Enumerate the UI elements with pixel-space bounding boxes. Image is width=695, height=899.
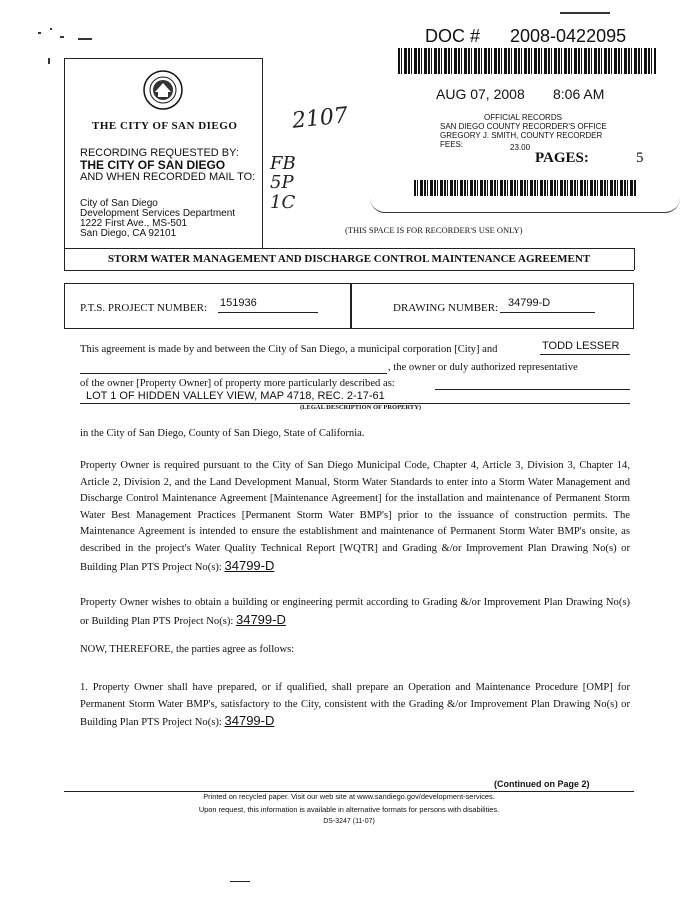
handwritten-code-1: FB bbox=[270, 153, 296, 174]
now-therefore: NOW, THEREFORE, the parties agree as follows: bbox=[80, 644, 295, 655]
left-box-top bbox=[64, 58, 262, 59]
pts-label: P.T.S. PROJECT NUMBER: bbox=[80, 302, 208, 314]
address-line-4: San Diego, CA 92101 bbox=[80, 228, 177, 239]
pages-label: PAGES: bbox=[535, 150, 589, 166]
drawing-label: DRAWING NUMBER: bbox=[393, 302, 499, 314]
agreement-line-1: This agreement is made by and between the City of San Diego, a municipal corporation [City] and bbox=[80, 344, 498, 355]
pts-value: 151936 bbox=[220, 297, 257, 309]
recorder-office: SAN DIEGO COUNTY RECORDER'S OFFICE bbox=[440, 122, 607, 131]
scan-specks bbox=[38, 28, 98, 68]
address-line-3: 1222 First Ave., MS-501 bbox=[80, 218, 188, 229]
pages-value: 5 bbox=[636, 150, 644, 166]
doc-number-value: 2008-0422095 bbox=[510, 26, 627, 46]
recorder-space-arc bbox=[370, 198, 680, 213]
requested-by: RECORDING REQUESTED BY: bbox=[80, 147, 239, 159]
scan-mark-bottom bbox=[230, 881, 250, 882]
county-recorder: GREGORY J. SMITH, COUNTY RECORDER bbox=[440, 131, 603, 140]
recorder-use-note: (THIS SPACE IS FOR RECORDER'S USE ONLY) bbox=[345, 225, 523, 235]
recording-time: 8:06 AM bbox=[553, 86, 605, 102]
recorder-barcode bbox=[414, 180, 636, 196]
left-box-left bbox=[64, 58, 65, 248]
continued-note: (Continued on Page 2) bbox=[494, 779, 590, 789]
legal-description: LOT 1 OF HIDDEN VALLEY VIEW, MAP 4718, REC. 2-17-61 bbox=[86, 390, 385, 402]
left-box-right bbox=[262, 58, 263, 248]
paragraph-2 bbox=[80, 595, 630, 630]
scan-mark-top bbox=[560, 12, 610, 14]
address-line-1: City of San Diego bbox=[80, 198, 158, 209]
paragraph-1 bbox=[80, 458, 630, 576]
requester: THE CITY OF SAN DIEGO bbox=[80, 158, 226, 172]
agreement-line-2: , the owner or duly authorized representative bbox=[388, 362, 578, 373]
title-box-bottom bbox=[64, 270, 634, 271]
paragraph-1-text: Property Owner is required pursuant to the City of San Diego Municipal Code, Chapter 4, Article 3, Division 3, Chapter 14, Article 2, Division 2, and the Land Development Manual, Storm Water Standards to enter into a Storm Water Management and Discharge Control Maintenance Agreement [Maintenance Agreement] for the installation and maintenance of Permanent Storm Water Best Management Practices [Permanent Storm Water BMP's] prior to the issuance of construction permits. The Maintenance Agreement is intended to ensure the establishment and maintenance of Permanent Storm Water BMP's onsite, as described in the project's Water Quality Technical Report [WQTR] and Grading &/or Improvement Plan Drawing No(s) or Building Plan PTS Project No(s): bbox=[80, 460, 630, 573]
owner-line-2 bbox=[80, 373, 387, 374]
paragraph-1-fill: 34799-D bbox=[224, 557, 275, 573]
handwritten-code-3: 1C bbox=[270, 192, 296, 213]
item-1 bbox=[80, 680, 630, 732]
doc-barcode bbox=[398, 48, 656, 74]
owner-underline bbox=[540, 354, 630, 355]
paragraph-2-text: Property Owner wishes to obtain a building or engineering permit according to Grading &/or Improvement Plan Drawing No(s) or Building Plan PTS Project No(s): bbox=[80, 597, 630, 627]
agreement-line-4: in the City of San Diego, County of San Diego, State of California. bbox=[80, 428, 365, 439]
city-seal bbox=[143, 70, 183, 110]
title-box-top bbox=[64, 248, 634, 249]
fees-value: 23.00 bbox=[510, 143, 531, 152]
mail-to: AND WHEN RECORDED MAIL TO: bbox=[80, 171, 256, 183]
item-1-fill: 34799-D bbox=[224, 713, 275, 729]
footer-line-1: Printed on recycled paper. Visit our web site at www.sandiego.gov/development-services. bbox=[203, 792, 495, 801]
drawing-value: 34799-D bbox=[508, 297, 551, 309]
recording-date: AUG 07, 2008 bbox=[436, 86, 525, 102]
drawing-underline bbox=[500, 312, 595, 313]
handwritten-number: 2107 bbox=[290, 103, 350, 134]
handwritten-code-2: 5P bbox=[270, 172, 294, 193]
doc-number-label: DOC # bbox=[425, 26, 481, 46]
paragraph-2-fill: 34799-D bbox=[235, 611, 286, 627]
agreement-line-3: of the owner [Property Owner] of property more particularly described as: bbox=[80, 378, 395, 389]
address-line-2: Development Services Department bbox=[80, 208, 236, 219]
pts-underline bbox=[218, 312, 318, 313]
owner-name: TODD LESSER bbox=[542, 340, 620, 352]
fees-label: FEES: bbox=[440, 140, 464, 149]
item-1-text: 1. Property Owner shall have prepared, or if qualified, shall prepare an Operation and Maintenance Procedure [OMP] for Permanent Storm Water BMP's, satisfactory to the City, consistent with the Grading &/or Improvement Plan Drawing No(s) or Building Plan PTS Project No(s): bbox=[80, 682, 630, 729]
legal-line-1 bbox=[435, 389, 630, 390]
legal-caption: (LEGAL DESCRIPTION OF PROPERTY) bbox=[300, 404, 422, 411]
official-records: OFFICIAL RECORDS bbox=[484, 113, 562, 122]
agreement-title: STORM WATER MANAGEMENT AND DISCHARGE CONTROL MAINTENANCE AGREEMENT bbox=[107, 253, 591, 265]
city-title: THE CITY OF SAN DIEGO bbox=[92, 120, 238, 132]
form-number: DS-3247 (11-07) bbox=[323, 818, 375, 825]
footer-line-2: Upon request, this information is available in alternative formats for persons with disabilities. bbox=[198, 805, 500, 814]
title-box-right bbox=[634, 248, 635, 270]
